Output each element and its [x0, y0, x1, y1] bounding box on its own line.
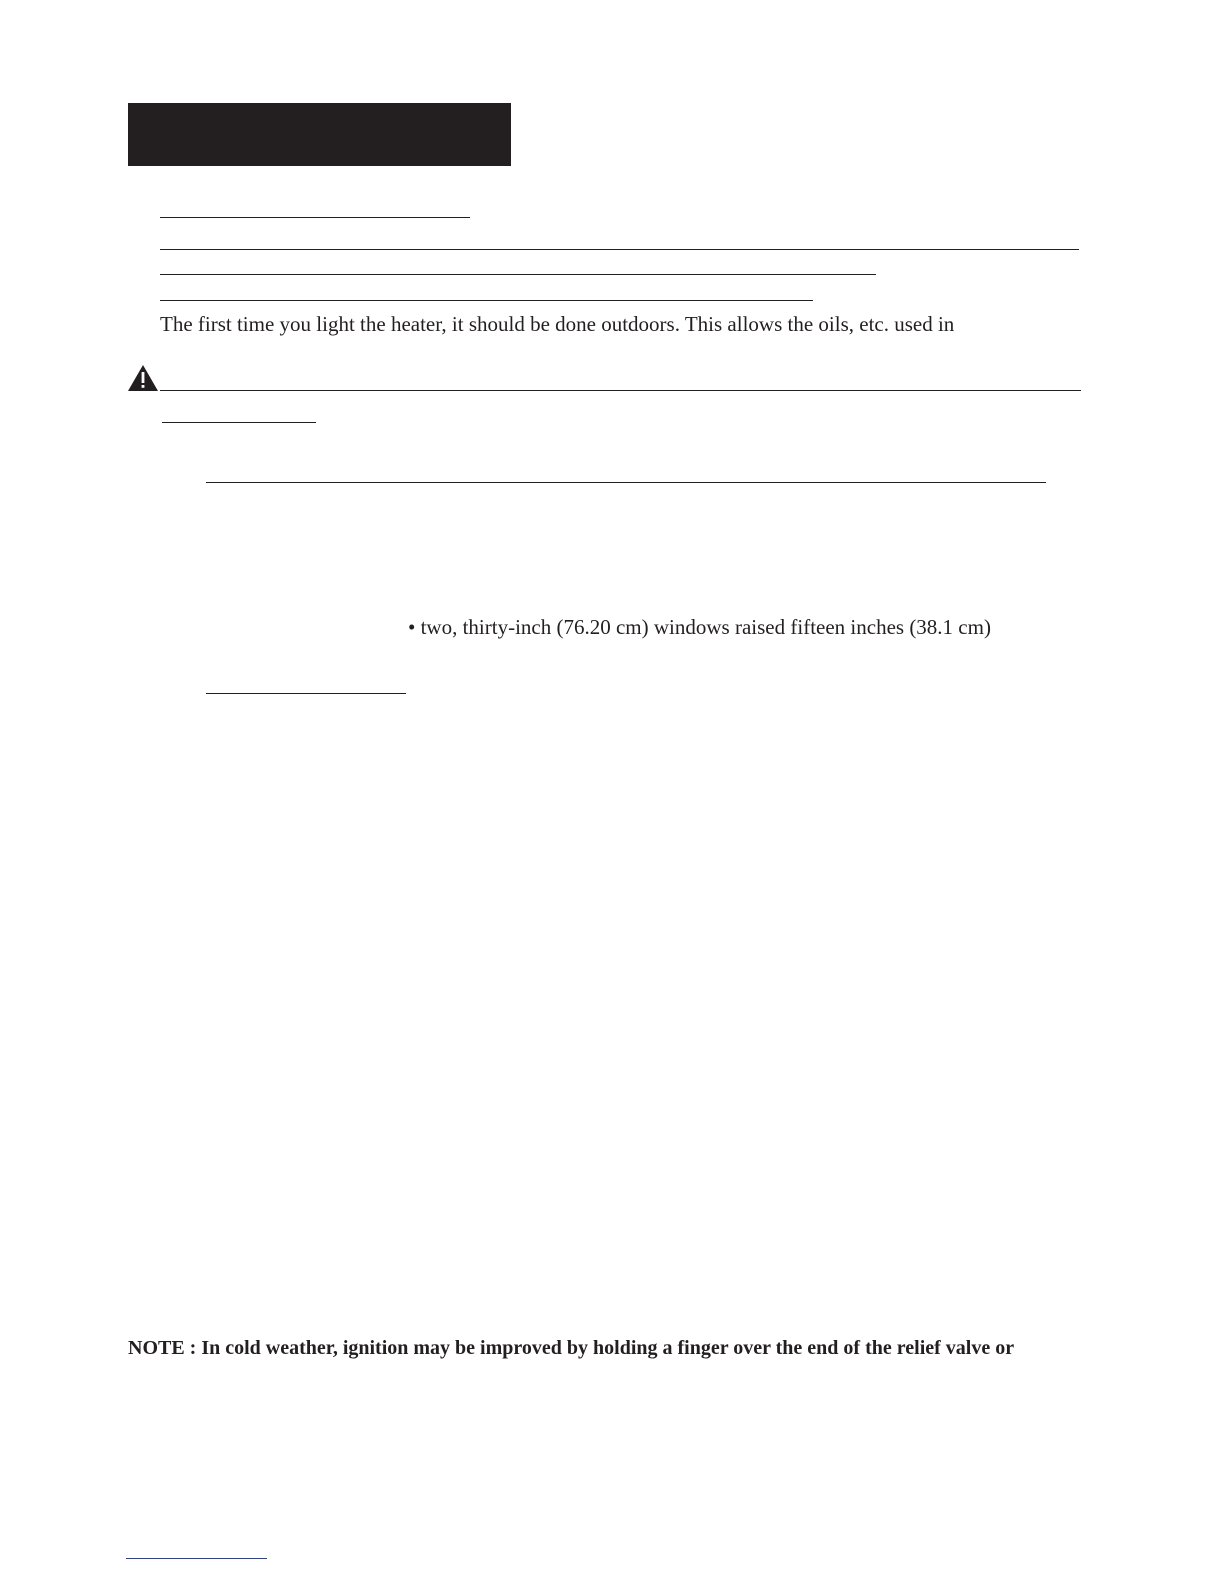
paragraph-rule-3 [160, 300, 813, 301]
ventilation-rule [206, 482, 1046, 483]
window-bullet-text: • two, thirty-inch (76.20 cm) windows raised fifteen inches (38.1 cm) [408, 615, 991, 639]
heading-underline [160, 217, 470, 218]
first-lighting-text: The first time you light the heater, it should be done outdoors. This allows the oils, etc. used in [160, 312, 955, 336]
warning-subheading-underline [162, 422, 316, 423]
paragraph-rule-2 [160, 274, 876, 275]
paragraph-rule-1 [160, 249, 1079, 250]
ventilation-subheading-underline [206, 693, 406, 694]
cold-weather-note: NOTE : In cold weather, ignition may be improved by holding a finger over the end of the relief valve or [128, 1337, 1015, 1359]
warning-rule [160, 390, 1081, 391]
section-header-bar [128, 103, 511, 166]
footer-link-underline[interactable] [126, 1558, 267, 1559]
warning-triangle-icon [127, 364, 159, 392]
